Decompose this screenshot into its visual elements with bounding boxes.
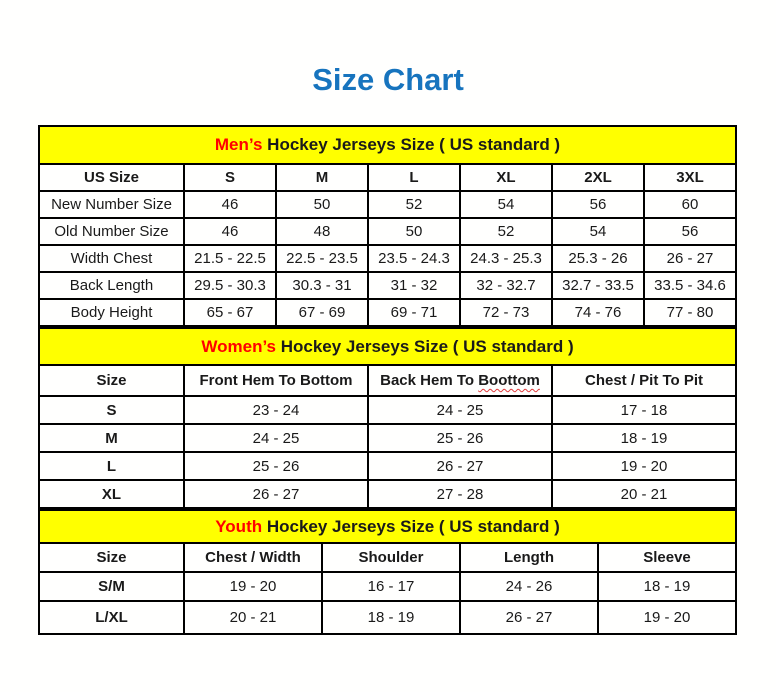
column-header: 2XL bbox=[552, 164, 644, 191]
table-row bbox=[39, 191, 736, 218]
data-cell: 22.5 - 23.5 bbox=[276, 245, 368, 272]
data-cell: 30.3 - 31 bbox=[276, 272, 368, 299]
mens-section-heading bbox=[39, 126, 736, 164]
section-heading-text: Hockey Jerseys Size ( US standard ) bbox=[266, 516, 560, 536]
column-header: Size bbox=[39, 365, 184, 396]
data-cell: 54 bbox=[460, 191, 552, 218]
womens-section-heading bbox=[39, 328, 736, 365]
data-cell: 50 bbox=[276, 191, 368, 218]
column-header bbox=[368, 365, 552, 396]
table-row bbox=[39, 480, 736, 508]
section-heading-text: Hockey Jerseys Size ( US standard ) bbox=[267, 135, 561, 154]
row-label: New Number Size bbox=[39, 191, 184, 218]
youth-section-heading bbox=[39, 510, 736, 543]
column-header: Front Hem To Bottom bbox=[184, 365, 368, 396]
row-label: Old Number Size bbox=[39, 218, 184, 245]
section-heading-accent: Women’s bbox=[201, 336, 276, 356]
data-cell: 69 - 71 bbox=[368, 299, 460, 326]
data-cell: 18 - 19 bbox=[322, 601, 460, 634]
data-cell: 19 - 20 bbox=[598, 601, 736, 634]
data-cell: 23 - 24 bbox=[184, 396, 368, 424]
data-cell: 74 - 76 bbox=[552, 299, 644, 326]
section-heading-accent: Youth bbox=[215, 516, 263, 536]
mens-size-table bbox=[38, 125, 737, 327]
data-cell: 56 bbox=[552, 191, 644, 218]
row-label: L bbox=[39, 452, 184, 480]
data-cell: 52 bbox=[460, 218, 552, 245]
data-cell: 77 - 80 bbox=[644, 299, 736, 326]
column-header: US Size bbox=[39, 164, 184, 191]
row-label: Back Length bbox=[39, 272, 184, 299]
data-cell: 26 - 27 bbox=[368, 452, 552, 480]
data-cell: 31 - 32 bbox=[368, 272, 460, 299]
table-row bbox=[39, 452, 736, 480]
section-heading-row bbox=[39, 126, 736, 164]
column-header: Chest / Width bbox=[184, 543, 322, 572]
data-cell: 25 - 26 bbox=[184, 452, 368, 480]
section-heading-text: Hockey Jerseys Size ( US standard ) bbox=[280, 336, 574, 356]
table-row bbox=[39, 245, 736, 272]
data-cell: 19 - 20 bbox=[552, 452, 736, 480]
data-cell: 32 - 32.7 bbox=[460, 272, 552, 299]
column-header: XL bbox=[460, 164, 552, 191]
data-cell: 20 - 21 bbox=[552, 480, 736, 508]
column-header: S bbox=[184, 164, 276, 191]
data-cell: 26 - 27 bbox=[460, 601, 598, 634]
data-cell: 54 bbox=[552, 218, 644, 245]
column-header: Chest / Pit To Pit bbox=[552, 365, 736, 396]
data-cell: 19 - 20 bbox=[184, 572, 322, 601]
table-row bbox=[39, 424, 736, 452]
misspelled-word: Boottom bbox=[478, 372, 540, 389]
section-heading-accent: Men’s bbox=[214, 135, 263, 154]
data-cell: 72 - 73 bbox=[460, 299, 552, 326]
column-header: Size bbox=[39, 543, 184, 572]
row-label: S/M bbox=[39, 572, 184, 601]
womens-size-table bbox=[38, 327, 737, 509]
data-cell: 21.5 - 22.5 bbox=[184, 245, 276, 272]
data-cell: 18 - 19 bbox=[598, 572, 736, 601]
page-title: Size Chart bbox=[312, 62, 464, 97]
data-cell: 60 bbox=[644, 191, 736, 218]
data-cell: 26 - 27 bbox=[184, 480, 368, 508]
column-header: Length bbox=[460, 543, 598, 572]
column-header: M bbox=[276, 164, 368, 191]
table-row bbox=[39, 299, 736, 326]
data-cell: 26 - 27 bbox=[644, 245, 736, 272]
data-cell: 27 - 28 bbox=[368, 480, 552, 508]
data-cell: 25.3 - 26 bbox=[552, 245, 644, 272]
column-header-row bbox=[39, 365, 736, 396]
row-label: M bbox=[39, 424, 184, 452]
column-header: 3XL bbox=[644, 164, 736, 191]
data-cell: 52 bbox=[368, 191, 460, 218]
table-row bbox=[39, 218, 736, 245]
row-label: Width Chest bbox=[39, 245, 184, 272]
table-row bbox=[39, 272, 736, 299]
data-cell: 20 - 21 bbox=[184, 601, 322, 634]
data-cell: 56 bbox=[644, 218, 736, 245]
column-header-row bbox=[39, 164, 736, 191]
column-header-row bbox=[39, 543, 736, 572]
data-cell: 67 - 69 bbox=[276, 299, 368, 326]
section-heading-row bbox=[39, 510, 736, 543]
data-cell: 46 bbox=[184, 191, 276, 218]
data-cell: 16 - 17 bbox=[322, 572, 460, 601]
column-header: Shoulder bbox=[322, 543, 460, 572]
data-cell: 46 bbox=[184, 218, 276, 245]
table-row bbox=[39, 396, 736, 424]
data-cell: 50 bbox=[368, 218, 460, 245]
data-cell: 24 - 26 bbox=[460, 572, 598, 601]
data-cell: 18 - 19 bbox=[552, 424, 736, 452]
column-header: Sleeve bbox=[598, 543, 736, 572]
youth-size-table bbox=[38, 509, 737, 635]
data-cell: 17 - 18 bbox=[552, 396, 736, 424]
data-cell: 24 - 25 bbox=[184, 424, 368, 452]
data-cell: 24 - 25 bbox=[368, 396, 552, 424]
data-cell: 25 - 26 bbox=[368, 424, 552, 452]
row-label: S bbox=[39, 396, 184, 424]
data-cell: 24.3 - 25.3 bbox=[460, 245, 552, 272]
data-cell: 65 - 67 bbox=[184, 299, 276, 326]
row-label: XL bbox=[39, 480, 184, 508]
table-row bbox=[39, 601, 736, 634]
table-row bbox=[39, 572, 736, 601]
row-label: Body Height bbox=[39, 299, 184, 326]
data-cell: 32.7 - 33.5 bbox=[552, 272, 644, 299]
size-chart bbox=[38, 125, 735, 635]
data-cell: 33.5 - 34.6 bbox=[644, 272, 736, 299]
column-header: L bbox=[368, 164, 460, 191]
row-label: L/XL bbox=[39, 601, 184, 634]
data-cell: 29.5 - 30.3 bbox=[184, 272, 276, 299]
data-cell: 48 bbox=[276, 218, 368, 245]
data-cell: 23.5 - 24.3 bbox=[368, 245, 460, 272]
column-header-text: Back Hem To bbox=[380, 372, 475, 389]
section-heading-row bbox=[39, 328, 736, 365]
